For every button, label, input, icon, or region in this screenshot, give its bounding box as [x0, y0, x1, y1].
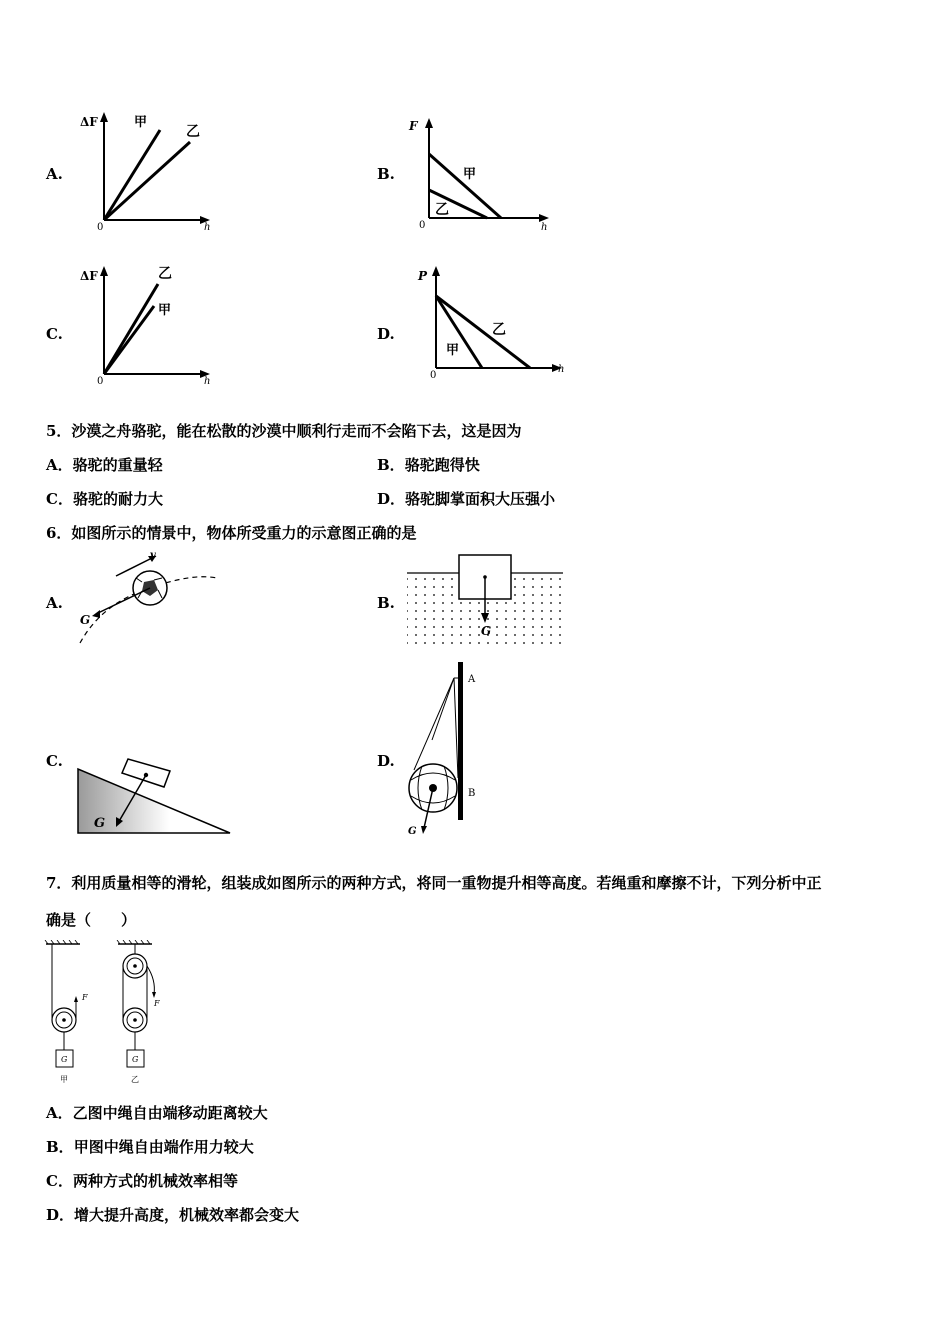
line-label-jia: 甲 [463, 167, 477, 182]
line-label-yi: 乙 [492, 322, 506, 338]
q6-option-c-letter: C. [46, 752, 63, 770]
weight-label: G [132, 1055, 139, 1064]
q6-option-d-letter: D. [377, 752, 395, 770]
q6-option-b-letter: B. [377, 594, 395, 612]
x-axis-label: h [541, 222, 548, 232]
y-axis-label: P [418, 269, 428, 283]
q4-graph-b [405, 112, 555, 232]
q4-graph-a [80, 108, 215, 233]
option-text: 甲图中绳自由端作用力较大 [73, 1138, 254, 1156]
gravity-label: G [408, 826, 417, 837]
q4-option-c-letter: C. [46, 325, 63, 343]
q7-stem-line1: 7．利用质量相等的滑轮，组装成如图所示的两种方式，将同一重物提升相等高度。若绳重和摩擦不计，下列分析中正 [46, 874, 822, 892]
origin-label: 0 [419, 220, 426, 231]
option-text: 两种方式的机械效率相等 [72, 1172, 238, 1190]
point-a-label: A [468, 674, 476, 685]
velocity-label: v [150, 550, 156, 561]
option-letter: D． [377, 490, 406, 508]
option-letter: A． [46, 1104, 73, 1122]
x-axis-label: h [204, 376, 211, 387]
line-label-jia: 甲 [134, 115, 148, 130]
y-axis-label: ΔF [80, 115, 98, 129]
q5-stem: 5．沙漠之舟骆驼，能在松散的沙漠中顺利行走而不会陷下去，这是因为 [46, 422, 522, 440]
origin-label: 0 [97, 376, 104, 387]
force-label: F [82, 993, 88, 1002]
q6-figure-c-incline [74, 755, 234, 837]
q7-stem-line2: 确是（ ） [46, 911, 137, 929]
x-axis-label: h [558, 364, 565, 375]
gravity-label: G [80, 613, 91, 627]
line-label-jia: 甲 [158, 303, 172, 318]
q7-figure-pulleys [40, 940, 170, 1088]
line-label-yi: 乙 [186, 124, 200, 140]
q6-option-a-letter: A. [46, 594, 63, 612]
option-text: 增大提升高度，机械效率都会变大 [74, 1206, 300, 1224]
q5-option-b[interactable] [377, 454, 480, 475]
y-axis-label: ΔF [80, 269, 98, 283]
option-letter: B． [377, 456, 405, 474]
origin-label: 0 [97, 222, 104, 233]
q4-option-b-letter: B. [377, 165, 395, 183]
q6-figure-a-football [72, 548, 222, 648]
q7-option-d[interactable] [46, 1204, 299, 1225]
q7-option-c[interactable] [46, 1170, 238, 1191]
option-text: 乙图中绳自由端移动距离较大 [72, 1104, 268, 1122]
q6-figure-b-floating-block [405, 553, 565, 648]
q7-option-a[interactable] [46, 1102, 268, 1123]
option-letter: C． [46, 490, 73, 508]
right-caption: 乙 [131, 1075, 139, 1084]
option-text: 骆驼的重量轻 [72, 456, 163, 474]
line-label-jia: 甲 [446, 343, 460, 358]
q4-option-d-letter: D. [377, 325, 395, 343]
option-letter: D． [46, 1206, 75, 1224]
q4-graph-c [80, 262, 215, 387]
y-axis-label: F [409, 119, 418, 133]
x-axis-label: h [204, 222, 211, 233]
gravity-label: G [481, 624, 492, 638]
gravity-label: G [94, 816, 106, 831]
origin-label: 0 [430, 370, 437, 381]
force-label: F [154, 999, 160, 1008]
q4-option-a-letter: A. [46, 165, 63, 183]
option-letter: B． [46, 1138, 74, 1156]
weight-label: G [61, 1055, 68, 1064]
option-letter: C． [46, 1172, 73, 1190]
q7-option-b[interactable] [46, 1136, 254, 1157]
option-text: 骆驼跑得快 [404, 456, 480, 474]
q5-option-d[interactable] [377, 488, 555, 509]
q4-graph-d [412, 262, 572, 382]
option-letter: A． [46, 456, 73, 474]
option-text: 骆驼的耐力大 [72, 490, 163, 508]
option-text: 骆驼脚掌面积大压强小 [405, 490, 556, 508]
line-label-yi: 乙 [435, 202, 449, 218]
line-label-yi: 乙 [158, 266, 172, 282]
q5-option-c[interactable] [46, 488, 163, 509]
left-caption: 甲 [60, 1075, 68, 1084]
point-b-label: B [468, 788, 476, 799]
q6-figure-d-hanging-ball [402, 660, 492, 840]
q6-stem: 6．如图所示的情景中，物体所受重力的示意图正确的是 [46, 524, 417, 542]
q5-option-a[interactable] [46, 454, 163, 475]
